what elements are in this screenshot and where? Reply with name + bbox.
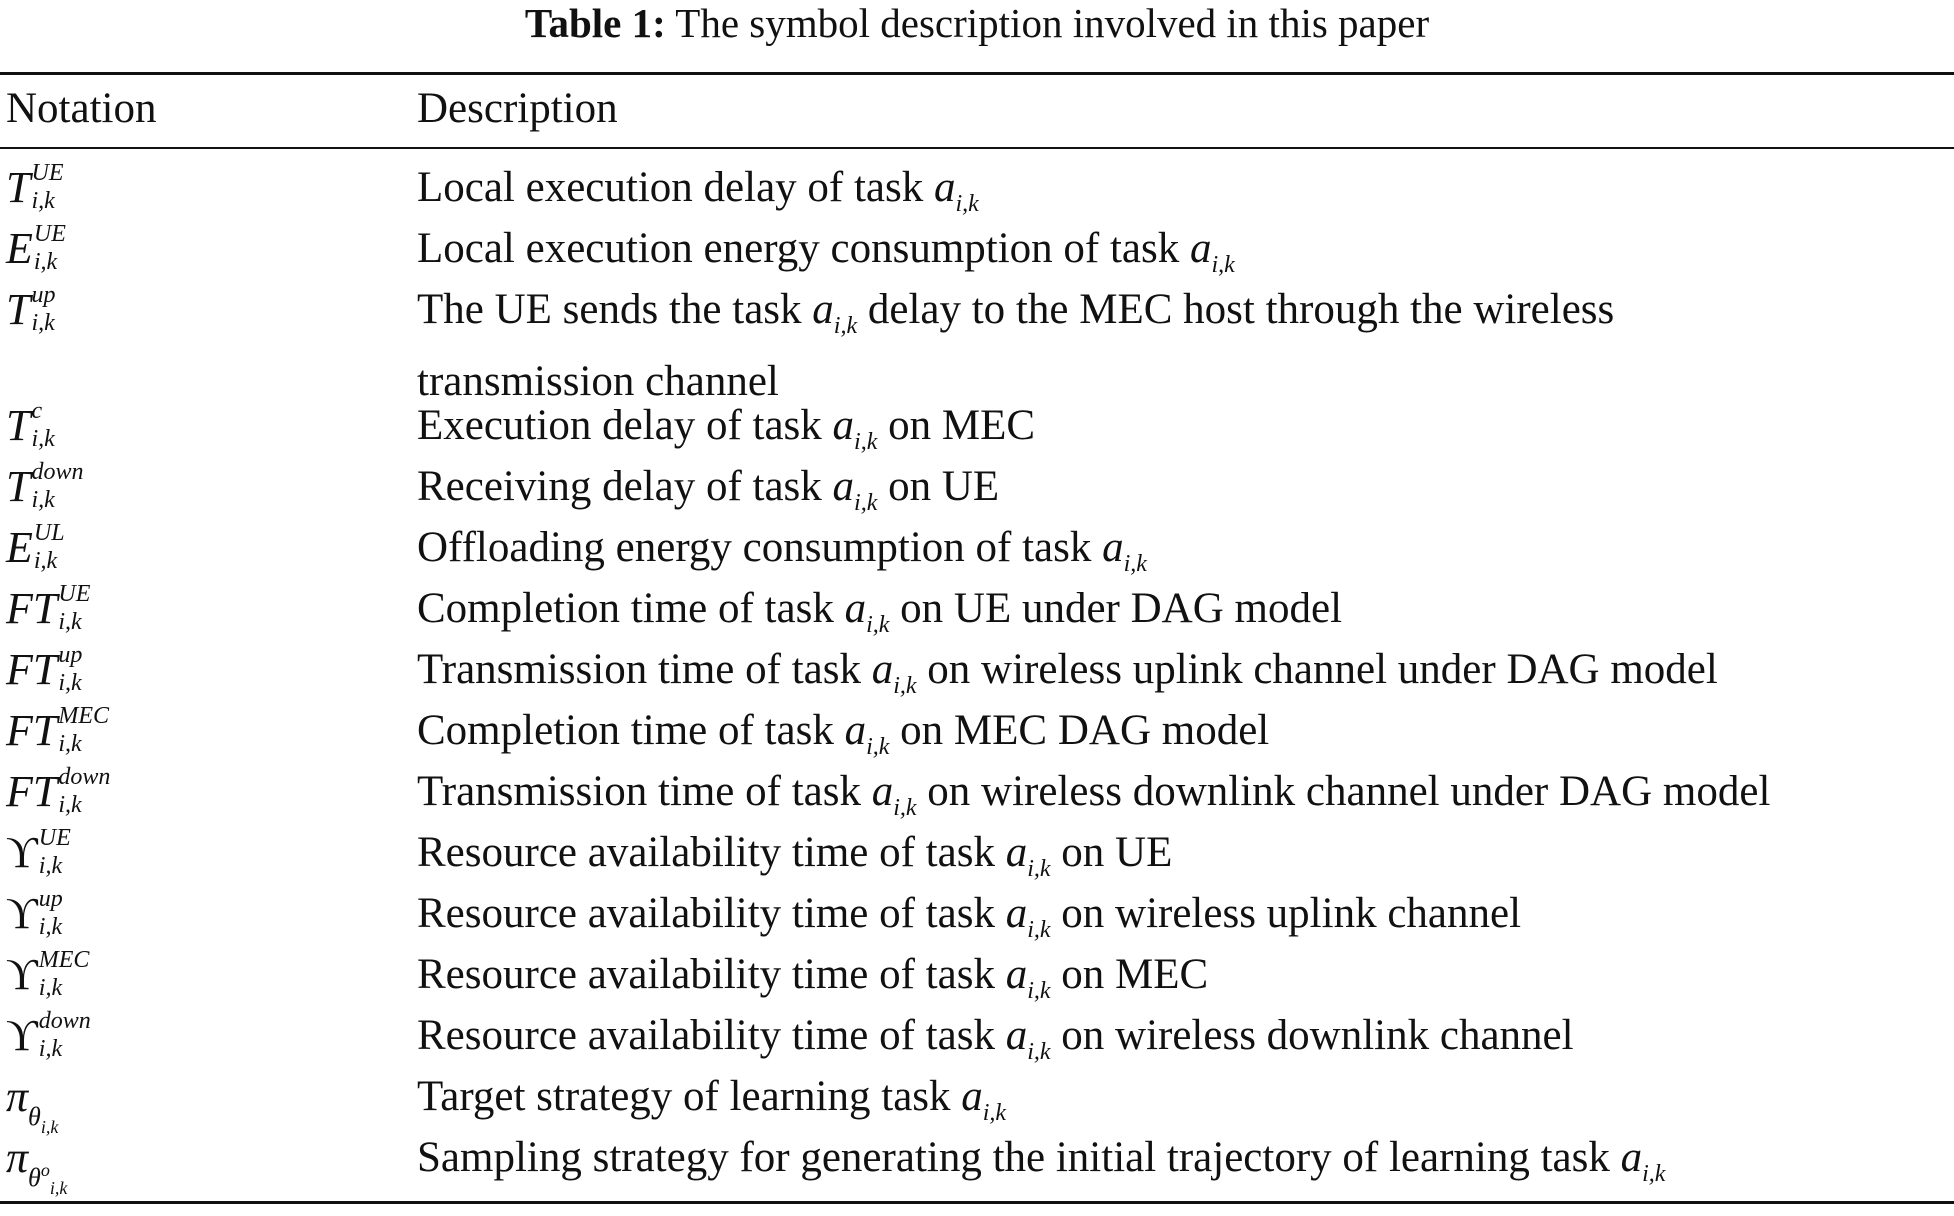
description-text-after: on UE — [877, 463, 1000, 510]
notation-cell — [0, 825, 411, 881]
description-text: Resource availability time of task — [417, 1012, 1006, 1059]
notation-cell — [0, 764, 411, 820]
task-symbol — [832, 463, 878, 516]
description-text: Transmission time of task — [417, 646, 872, 693]
notation-scripts — [34, 520, 65, 574]
task-symbol-base: a — [844, 585, 867, 632]
task-symbol-sub: i,k — [866, 612, 890, 638]
table-caption — [0, 0, 1954, 46]
notation-superscript: down — [58, 764, 111, 790]
table-row — [0, 520, 1954, 581]
task-symbol-base: a — [1190, 225, 1212, 272]
table-row — [0, 398, 1954, 459]
table-row — [0, 1069, 1954, 1137]
task-symbol-base: a — [1005, 829, 1028, 876]
task-symbol — [1005, 951, 1051, 1004]
notation-subscript: i,k — [58, 609, 82, 635]
notation-scripts — [39, 886, 63, 940]
notation-superscript: UL — [33, 520, 65, 546]
notation-subscript: i,k — [38, 975, 63, 1001]
notation-scripts — [34, 221, 66, 275]
description-text-after: on UE — [1050, 829, 1173, 876]
description-cell — [411, 1130, 1954, 1202]
notation-subscript: i,k — [31, 487, 55, 513]
task-symbol-base: a — [871, 646, 894, 693]
notation-scripts — [31, 398, 54, 452]
task-symbol-base: a — [934, 164, 956, 211]
table-row — [0, 703, 1954, 764]
notation-base: π — [6, 1072, 29, 1121]
task-symbol — [812, 286, 858, 339]
description-text: Resource availability time of task — [417, 829, 1006, 876]
task-symbol-base: a — [812, 286, 834, 333]
task-symbol-base: a — [871, 768, 894, 815]
description-cell — [411, 282, 1954, 410]
notation-base: ϒ — [6, 950, 38, 999]
table-row — [0, 886, 1954, 947]
task-symbol — [844, 585, 890, 638]
description-text-after: on wireless downlink channel — [1050, 1012, 1574, 1059]
notation-base: ϒ — [6, 828, 38, 877]
task-symbol-sub: i,k — [866, 734, 890, 760]
task-symbol-sub: i,k — [854, 429, 878, 455]
notation-superscript: up — [58, 642, 83, 668]
notation-subscript: i,k — [58, 670, 82, 696]
task-symbol-sub: i,k — [893, 673, 917, 699]
header-notation: Notation — [6, 85, 157, 132]
task-symbol-sub: i,k — [982, 1100, 1007, 1126]
description-text: The UE sends the task — [417, 286, 813, 333]
notation-scripts — [31, 459, 83, 513]
notation-cell — [0, 581, 411, 637]
notation-subscript: i,k — [38, 853, 63, 879]
table-row — [0, 160, 1954, 221]
notation-base: T — [6, 462, 31, 511]
notation-cell — [0, 947, 411, 1003]
notation-base: T — [6, 285, 31, 334]
notation-base: E — [6, 224, 33, 273]
top-rule — [0, 72, 1954, 75]
notation-superscript: up — [31, 282, 56, 308]
task-symbol-sub: i,k — [1642, 1161, 1666, 1187]
description-text: Receiving delay of task — [417, 463, 833, 510]
notation-superscript: up — [38, 886, 63, 912]
notation-superscript: MEC — [58, 703, 110, 729]
notation-cell — [0, 398, 411, 454]
notation-cell — [0, 459, 411, 515]
description-text-after: on wireless uplink channel under DAG model — [916, 646, 1718, 693]
task-symbol-base: a — [832, 402, 855, 449]
description-text-after: on MEC DAG model — [889, 707, 1270, 754]
table-row — [0, 459, 1954, 520]
notation-subscript: i,k — [58, 792, 82, 818]
caption-label: Table 1: — [524, 0, 666, 46]
notation-base: FT — [6, 706, 58, 755]
notation-cell — [0, 642, 411, 698]
task-symbol-base: a — [1102, 524, 1124, 571]
description-text: Offloading energy consumption of task — [417, 524, 1103, 571]
notation-cell — [0, 160, 411, 216]
table-body — [0, 160, 1954, 1198]
notation-base: T — [6, 163, 31, 212]
notation-sub-superscript: o — [40, 1160, 50, 1180]
notation-superscript: c — [31, 398, 43, 424]
table-row — [0, 642, 1954, 703]
task-symbol — [1005, 829, 1051, 882]
notation-cell — [0, 886, 411, 942]
task-symbol-sub: i,k — [854, 490, 878, 516]
task-symbol-base: a — [832, 463, 855, 510]
notation-base: E — [6, 523, 33, 572]
notation-superscript: UE — [58, 581, 91, 607]
task-symbol — [871, 646, 917, 699]
notation-scripts — [31, 282, 55, 336]
bottom-rule — [0, 1201, 1954, 1204]
notation-scripts — [58, 703, 109, 757]
notation-sub-subscript: i,k — [49, 1178, 68, 1198]
notation-base: ϒ — [6, 889, 38, 938]
notation-scripts — [58, 764, 110, 818]
task-symbol-sub: i,k — [1027, 1039, 1051, 1065]
notation-cell — [0, 520, 411, 576]
task-symbol — [844, 707, 890, 760]
task-symbol-base: a — [1005, 951, 1028, 998]
notation-base: FT — [6, 767, 58, 816]
notation-base: T — [6, 401, 31, 450]
notation-cell — [0, 282, 411, 338]
notation-sub-subscript: i,k — [40, 1117, 59, 1137]
description-text: Execution delay of task — [417, 402, 833, 449]
notation-superscript: down — [31, 459, 84, 485]
notation-scripts — [58, 581, 90, 635]
table-row — [0, 764, 1954, 825]
notation-subscript: i,k — [38, 1036, 63, 1062]
task-symbol-base: a — [1620, 1134, 1643, 1181]
notation-superscript: MEC — [38, 947, 90, 973]
notation-cell — [0, 221, 411, 277]
task-symbol-base: a — [1005, 890, 1028, 937]
task-symbol-sub: i,k — [893, 795, 917, 821]
notation-superscript: down — [38, 1008, 91, 1034]
description-text-after: on MEC — [877, 402, 1036, 449]
notation-scripts — [39, 825, 71, 879]
notation-subscript: i,k — [31, 188, 55, 214]
notation-base: π — [6, 1133, 29, 1182]
task-symbol-sub: i,k — [1027, 917, 1051, 943]
description-text-after: on UE under DAG model — [889, 585, 1343, 632]
description-text: Completion time of task — [417, 707, 845, 754]
notation-subscript: i,k — [31, 426, 55, 452]
description-text: Transmission time of task — [417, 768, 872, 815]
description-text-after: on MEC — [1050, 951, 1209, 998]
task-symbol-sub: i,k — [1123, 551, 1147, 577]
task-symbol-sub: i,k — [955, 191, 979, 217]
table-row — [0, 947, 1954, 1008]
notation-scripts — [39, 1008, 91, 1062]
notation-subscript: i,k — [38, 914, 63, 940]
task-symbol-base: a — [1005, 1012, 1028, 1059]
notation-subscript: i,k — [58, 731, 82, 757]
notation-subscript — [28, 1142, 67, 1216]
notation-superscript: UE — [31, 160, 64, 186]
description-text: Local execution delay of task — [417, 164, 934, 211]
table-row — [0, 1130, 1954, 1198]
task-symbol-sub: i,k — [1211, 252, 1235, 278]
notation-scripts — [31, 160, 63, 214]
notation-sub-base: θ — [28, 1163, 41, 1192]
task-symbol — [934, 164, 979, 217]
description-text: Resource availability time of task — [417, 890, 1006, 937]
task-symbol — [1005, 890, 1051, 943]
notation-cell — [0, 1008, 411, 1064]
description-text: Completion time of task — [417, 585, 845, 632]
notation-base: FT — [6, 645, 58, 694]
description-text: Sampling strategy for generating the initial trajectory of learning task — [417, 1134, 1621, 1181]
task-symbol — [1005, 1012, 1051, 1065]
task-symbol-base: a — [844, 707, 867, 754]
description-text-after: on wireless downlink channel under DAG model — [916, 768, 1771, 815]
notation-subscript: i,k — [33, 249, 58, 275]
description-continuation: transmission channel — [417, 358, 779, 405]
description-text: Resource availability time of task — [417, 951, 1006, 998]
task-symbol — [871, 768, 917, 821]
task-symbol — [832, 402, 878, 455]
table-row — [0, 221, 1954, 282]
notation-sub-base: θ — [28, 1102, 41, 1131]
notation-scripts — [39, 947, 90, 1001]
table-row — [0, 581, 1954, 642]
task-symbol — [1102, 524, 1147, 577]
task-symbol-base: a — [961, 1073, 983, 1120]
description-text: Target strategy of learning task — [417, 1073, 962, 1120]
header-rule — [0, 147, 1954, 149]
task-symbol — [961, 1073, 1007, 1126]
table-row — [0, 1008, 1954, 1069]
notation-scripts — [58, 642, 82, 696]
notation-base: ϒ — [6, 1011, 38, 1060]
notation-subscript: i,k — [33, 548, 58, 574]
table-row — [0, 282, 1954, 405]
table-row — [0, 825, 1954, 886]
notation-superscript: UE — [33, 221, 66, 247]
notation-superscript: UE — [38, 825, 71, 851]
description-text-after: on wireless uplink channel — [1050, 890, 1522, 937]
notation-base: FT — [6, 584, 58, 633]
header-description: Description — [417, 85, 618, 132]
task-symbol-sub: i,k — [833, 313, 858, 339]
task-symbol — [1620, 1134, 1666, 1187]
task-symbol-sub: i,k — [1027, 856, 1051, 882]
description-text-after: delay to the MEC host through the wireless — [857, 286, 1615, 333]
task-symbol — [1190, 225, 1235, 278]
caption-text: The symbol description involved in this paper — [675, 0, 1430, 46]
task-symbol-sub: i,k — [1027, 978, 1051, 1004]
notation-cell — [0, 703, 411, 759]
description-text: Local execution energy consumption of task — [417, 225, 1190, 272]
notation-subscript: i,k — [31, 310, 55, 336]
